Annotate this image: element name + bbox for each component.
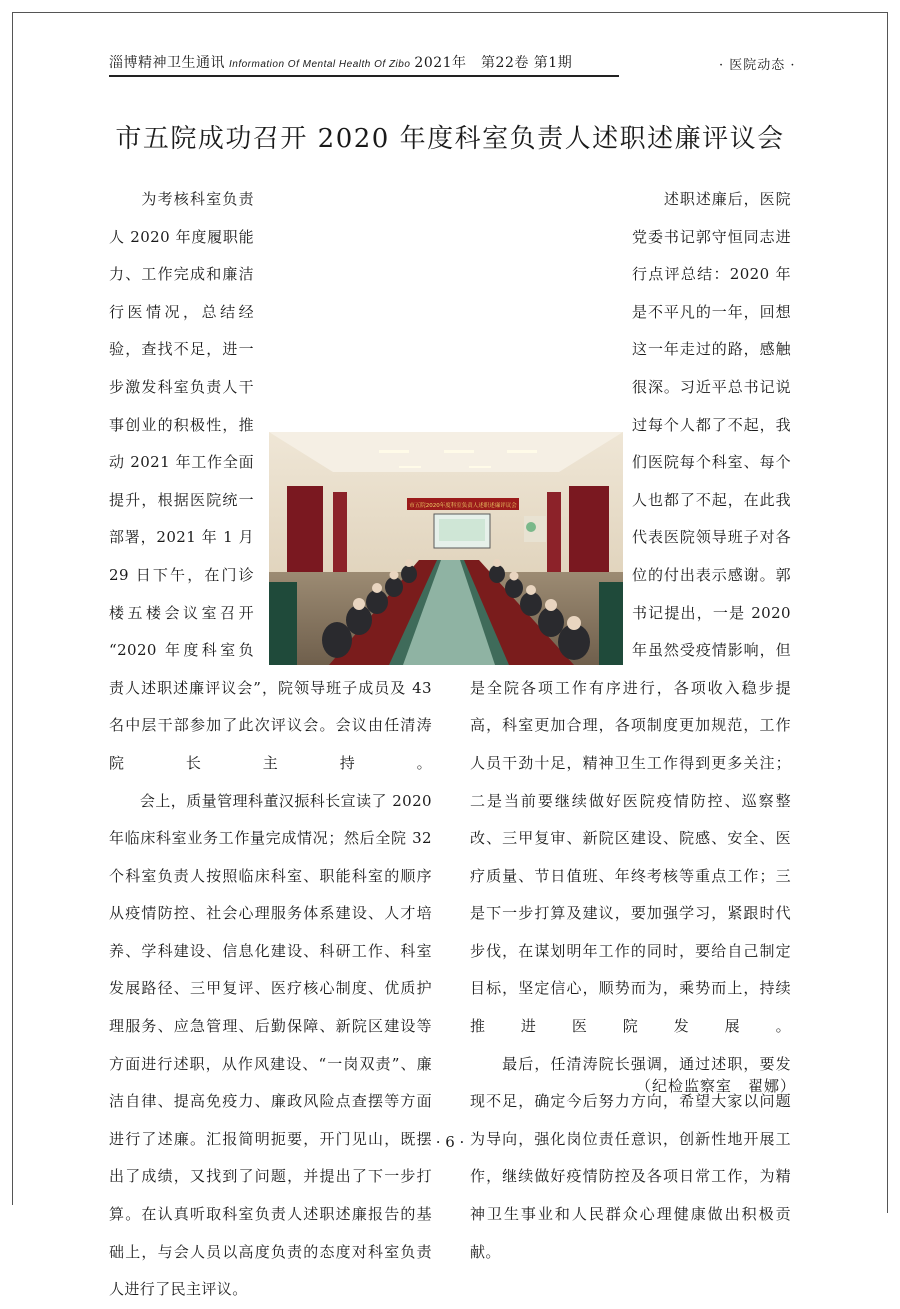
paragraph-review: 述职述廉后，医院党委书记郭守恒同志进行点评总结：2020 年是不平凡的一年，回想这一年走过的路，感触很深。习近平总书记说过每个人都了不起，我们医院每个科室、每个人也都了不起，在此我代表医院领导班子对各位的付出表示感谢。郭书记提出，一是 2020 年虽然受疫情影响，但是全院各项工作有序进行，各项收入稳步提高，科室更加合理，各项制度更加规范，工作人员干劲十足，精神卫生工作得到更多关注；二是当前要继续做好医院疫情防控、巡察整改、三甲复审、新院区建设、院感、安全、医疗质量、节日值班、年终考核等重点工作；三是下一步打算及建议，要加强学习，紧跟时代步伐，在谋划明年工作的同时，要给自己制定目标，坚定信心，顺势而为，乘势而上，持续推进医院发展。 <box>470 190 791 1036</box>
right-column <box>470 181 791 1271</box>
page-number: · 6 · <box>435 1133 465 1151</box>
journal-name-en: Information Of Mental Health Of Zibo <box>229 59 411 70</box>
paragraph-proceedings: 会上，质量管理科董汉振科长宣读了 2020 年临床科室业务工作量完成情况；然后全院 32 个科室负责人按照临床科室、职能科室的顺序从疫情防控、社会心理服务体系建设、人才培养、学科建设、信息化建设、科研工作、科室发展路径、三甲复评、医疗核心制度、优质护理服务、应急管理、后勤保障、新院区建设等方面进行述职，从作风建设、“一岗双责”、廉洁自律、提高免疫力、廉政风险点查摆等方面进行了述廉。汇报简明扼要，开门见山，既摆出了成绩，又找到了问题，并提出了下一步打算。在认真听取科室负责人述职述廉报告的基础上，与会人员以高度负责的态度对科室负责人进行了民主评议。 <box>109 791 432 1299</box>
journal-info <box>109 52 619 77</box>
page-frame-top <box>12 12 888 13</box>
running-header <box>109 52 889 78</box>
journal-issue: 2021年 第22卷 第1期 <box>414 55 573 71</box>
journal-name-cn: 淄博精神卫生通讯 <box>109 55 225 71</box>
paragraph-closing: 最后，任清涛院长强调，通过述职，要发现不足，确定今后努力方向，希望大家以问题为导向，强化岗位责任意识，创新性地开展工作，继续做好疫情防控及各项日常工作，为精神卫生事业和人民群众心理健康做出积极贡献。 <box>470 1054 791 1261</box>
section-label: · 医院动态 · <box>719 58 796 73</box>
author-byline: （纪检监察室 翟娜） <box>636 1077 797 1095</box>
photo-banner: 市五院2020年度科室负责人述职述廉评议会 <box>409 503 517 509</box>
page-frame-right <box>887 12 888 1213</box>
meeting-photo <box>269 432 623 665</box>
article-title: 市五院成功召开 2020 年度科室负责人述职述廉评议会 <box>115 124 785 154</box>
paragraph-intro: 为考核科室负责人 2020 年度履职能力、工作完成和廉洁行医情况，总结经验，查找不足，进一步激发科室负责人干事创业的积极性，推动 2021 年工作全面提升，根据医院统一部署，2021 年 1 月 29 日下午，在门诊楼五楼会议室召开 “2020 年度科室负责人述职述廉评议会”，院领导班子成员及 43 名中层干部参加了此次评议会。会议由任清涛院长主持。 <box>109 190 432 772</box>
page-frame-left <box>12 12 13 1205</box>
